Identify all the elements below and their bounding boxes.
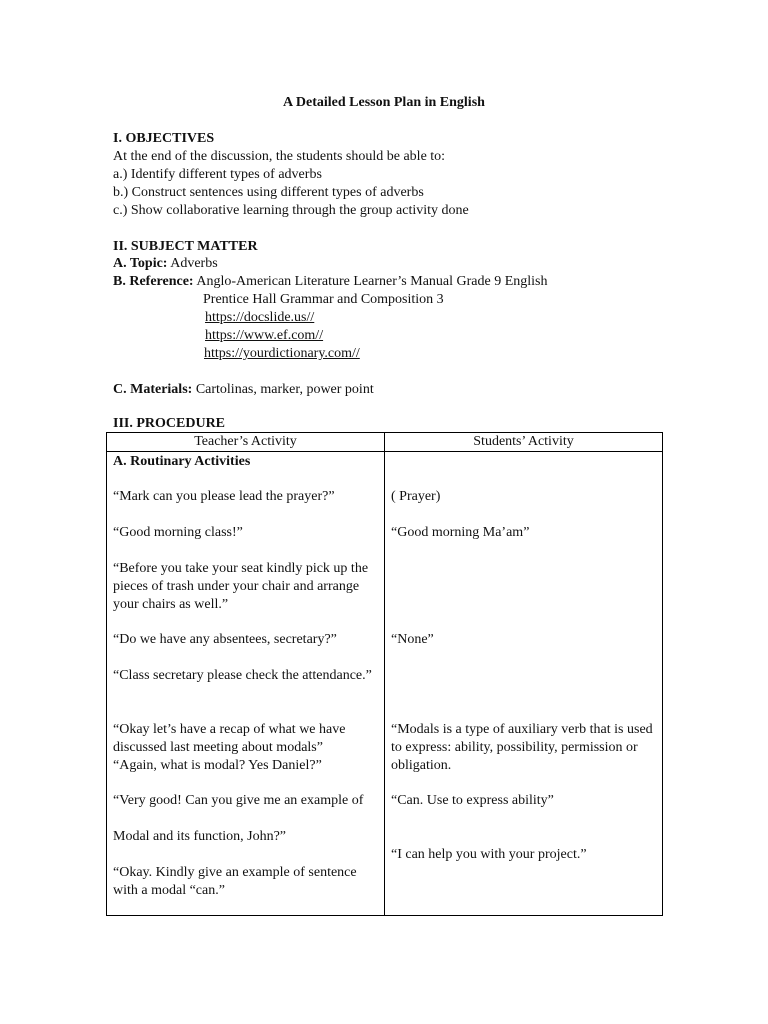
subject-matter-heading: II. SUBJECT MATTER [113,239,258,254]
students-activity-header: Students’ Activity [473,434,574,449]
reference-link-docslide[interactable]: https://docslide.us// [205,310,315,325]
reference-item-2: Prentice Hall Grammar and Composition 3 [203,292,444,307]
document-title: A Detailed Lesson Plan in English [283,95,485,110]
teacher-activity-header: Teacher’s Activity [194,434,297,449]
teacher-line-what-is-modal: “Again, what is modal? Yes Daniel?” [113,758,322,773]
materials-line [113,381,374,399]
materials-value: Cartolinas, marker, power point [195,382,374,397]
objectives-heading: I. OBJECTIVES [113,131,215,146]
topic-label: A. Topic: [113,256,168,271]
teacher-line-example-request: “Very good! Can you give me an example of [113,793,364,808]
student-line-example-sentence: “I can help you with your project.” [391,847,587,862]
teacher-line-recap: “Okay let’s have a recap of what we have discussed last meeting about modals” [113,722,346,755]
reference-link-yourdictionary[interactable]: https://yourdictionary.com// [204,346,360,361]
teacher-line-sentence-can: “Okay. Kindly give an example of sentence with a modal “can.” [113,865,357,898]
objective-item-a: a.) Identify different types of adverbs [113,167,322,182]
reference-link-ef[interactable]: https://www.ef.com// [205,328,324,343]
objective-item-b: b.) Construct sentences using different types of adverbs [113,185,424,200]
procedure-heading: III. PROCEDURE [113,416,226,431]
header-divider [107,451,662,452]
teacher-line-greeting: “Good morning class!” [113,525,243,540]
column-divider [384,433,385,915]
student-line-modals-definition: “Modals is a type of auxiliary verb that is used to express: ability, possibility, permission or obligation. [391,722,653,773]
topic-line [113,255,218,273]
materials-label: C. Materials: [113,382,193,397]
procedure-table [106,432,663,916]
student-line-can-ability: “Can. Use to express ability” [391,793,554,808]
teacher-line-attendance: “Class secretary please check the attendance.” [113,668,372,683]
objectives-intro: At the end of the discussion, the students should be able to: [113,149,446,164]
teacher-line-absentees: “Do we have any absentees, secretary?” [113,632,337,647]
reference-line [113,273,548,291]
topic-value: Adverbs [170,256,218,271]
reference-item-1: Anglo-American Literature Learner’s Manual Grade 9 English [196,274,548,289]
objective-item-c: c.) Show collaborative learning through the group activity done [113,203,469,218]
student-line-none: “None” [391,632,434,647]
student-line-prayer: ( Prayer) [391,489,441,504]
student-line-greeting: “Good morning Ma’am” [391,525,530,540]
routinary-activities-label: A. Routinary Activities [113,454,251,469]
teacher-line-prayer: “Mark can you please lead the prayer?” [113,489,335,504]
teacher-line-modal-function: Modal and its function, John?” [113,829,287,844]
teacher-line-trash: “Before you take your seat kindly pick up the pieces of trash under your chair and arrange your chairs as well.” [113,561,369,612]
reference-label: B. Reference: [113,274,194,289]
